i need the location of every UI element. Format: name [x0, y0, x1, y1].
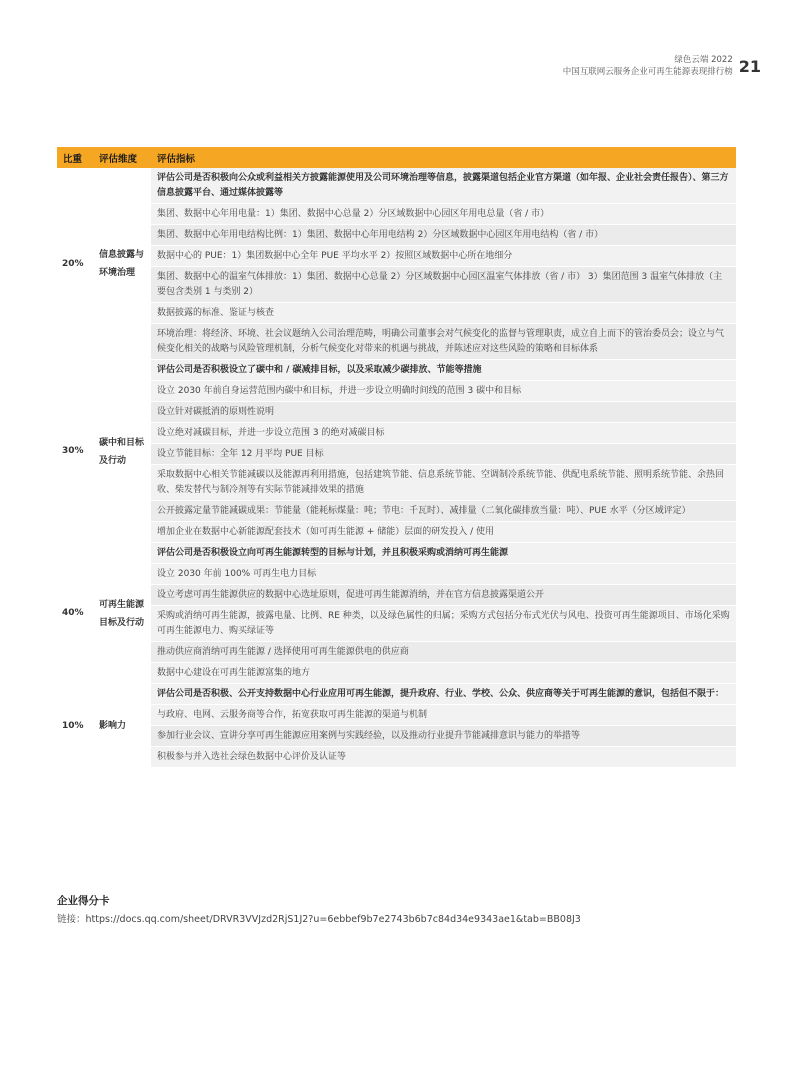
- report-year-title: 绿色云端 2022: [674, 55, 733, 65]
- table-row: [57, 324, 736, 360]
- indicator-summary-cell: 评估公司是否积极设立了碳中和 / 碳减排目标，以及采取减少碳排放、节能等措施: [151, 360, 736, 381]
- table-row: [57, 642, 736, 663]
- table-row: [57, 444, 736, 465]
- indicator-cell: 设立绝对减碳目标，并进一步设立范围 3 的绝对减碳目标: [151, 423, 736, 444]
- indicator-cell: 采购或消纳可再生能源，披露电量、比例、RE 种类，以及绿色属性的归属；采购方式包括分布式光伏与风电、投资可再生能源项目、市场化采购可再生能源电力、购买绿证等: [151, 606, 736, 642]
- table-row: [57, 606, 736, 642]
- table-row: [57, 267, 736, 303]
- table-row: [57, 564, 736, 585]
- table-body: [57, 168, 736, 768]
- table-row: [57, 543, 736, 564]
- table-row: [57, 303, 736, 324]
- table-row: [57, 501, 736, 522]
- indicator-cell: 数据中心的 PUE：1）集团数据中心全年 PUE 平均水平 2）按照区域数据中心所在地细分: [151, 246, 736, 267]
- table-row: [57, 360, 736, 381]
- table-row: [57, 585, 736, 606]
- table-row: [57, 168, 736, 204]
- page-header: [563, 54, 761, 78]
- indicator-cell: 设立针对碳抵消的原则性说明: [151, 402, 736, 423]
- dimension-cell: 影响力: [93, 684, 151, 768]
- indicator-cell: 数据披露的标准、鉴证与核查: [151, 303, 736, 324]
- indicator-cell: 集团、数据中心年用电结构比例：1）集团、数据中心年用电结构 2）分区域数据中心园区年用电结构（省 / 市）: [151, 225, 736, 246]
- indicator-cell: 公开披露定量节能减碳成果：节能量（能耗标煤量：吨；节电：千瓦时）、减排量（二氧化碳排放当量：吨）、PUE 水平（分区域评定）: [151, 501, 736, 522]
- table-header-row: [57, 147, 736, 168]
- indicator-cell: 积极参与并入选社会绿色数据中心评价及认证等: [151, 747, 736, 768]
- table-row: [57, 246, 736, 267]
- indicator-cell: 采取数据中心相关节能减碳以及能源再利用措施，包括建筑节能、信息系统节能、空调制冷系统节能、供配电系统节能、照明系统节能、余热回收、柴发替代与制冷剂等有实际节能减排效果的措施: [151, 465, 736, 501]
- dimension-cell: 信息披露与环境治理: [93, 168, 151, 360]
- indicator-cell: 设立 2030 年前自身运营范围内碳中和目标，并进一步设立明确时间线的范围 3 碳中和目标: [151, 381, 736, 402]
- indicator-cell: 推动供应商消纳可再生能源 / 选择使用可再生能源供电的供应商: [151, 642, 736, 663]
- table-row: [57, 225, 736, 246]
- table-row: [57, 402, 736, 423]
- table-row: [57, 663, 736, 684]
- indicator-summary-cell: 评估公司是否积极、公开支持数据中心行业应用可再生能源，提升政府、行业、学校、公众、供应商等关于可再生能源的意识，包括但不限于：: [151, 684, 736, 705]
- table-row: [57, 705, 736, 726]
- indicator-cell: 参加行业会议、宣讲分享可再生能源应用案例与实践经验，以及推动行业提升节能减排意识与能力的举措等: [151, 726, 736, 747]
- column-header-indicator: 评估指标: [151, 147, 736, 168]
- indicator-cell: 设立 2030 年前 100% 可再生电力目标: [151, 564, 736, 585]
- weight-cell: 40%: [57, 543, 93, 684]
- table-row: [57, 423, 736, 444]
- table-row: [57, 684, 736, 705]
- dimension-cell: 碳中和目标及行动: [93, 360, 151, 543]
- evaluation-criteria-table: [57, 147, 736, 768]
- indicator-cell: 设立考虑可再生能源供应的数据中心选址原则，促进可再生能源消纳，并在官方信息披露渠道公开: [151, 585, 736, 606]
- indicator-cell: 数据中心建设在可再生能源富集的地方: [151, 663, 736, 684]
- page-number: 21: [738, 57, 761, 76]
- indicator-summary-cell: 评估公司是否积极向公众或利益相关方披露能源使用及公司环境治理等信息，披露渠道包括企业官方渠道（如年报、企业社会责任报告）、第三方信息披露平台、通过媒体披露等: [151, 168, 736, 204]
- table-row: [57, 204, 736, 225]
- weight-cell: 10%: [57, 684, 93, 768]
- table-row: [57, 522, 736, 543]
- weight-cell: 30%: [57, 360, 93, 543]
- table-row: [57, 726, 736, 747]
- column-header-dimension: 评估维度: [93, 147, 151, 168]
- indicator-cell: 集团、数据中心年用电量：1）集团、数据中心总量 2）分区域数据中心园区年用电总量（省 / 市）: [151, 204, 736, 225]
- scorecard-title: 企业得分卡: [57, 895, 110, 907]
- dimension-cell: 可再生能源目标及行动: [93, 543, 151, 684]
- indicator-cell: 集团、数据中心的温室气体排放：1）集团、数据中心总量 2）分区域数据中心园区温室气体排放（省 / 市） 3）集团范围 3 温室气体排放（主要包含类别 1 与类别 2）: [151, 267, 736, 303]
- report-subtitle: 中国互联网云服务企业可再生能源表现排行榜: [562, 67, 733, 77]
- indicator-cell: 设立节能目标：全年 12 月平均 PUE 目标: [151, 444, 736, 465]
- table-row: [57, 381, 736, 402]
- indicator-cell: 环境治理：将经济、环境、社会议题纳入公司治理范畴，明确公司董事会对气候变化的监督与管理职责，成立自上而下的管治委员会；设立与气候变化相关的战略与风险管理机制，分析气候变化对带来的机遇与挑战，并陈述应对这些风险的策略和目标体系: [151, 324, 736, 360]
- table-row: [57, 465, 736, 501]
- column-header-weight: 比重: [57, 147, 93, 168]
- weight-cell: 20%: [57, 168, 93, 360]
- table-row: [57, 747, 736, 768]
- indicator-cell: 与政府、电网、云服务商等合作，拓宽获取可再生能源的渠道与机制: [151, 705, 736, 726]
- indicator-cell: 增加企业在数据中心新能源配套技术（如可再生能源 + 储能）层面的研发投入 / 使用: [151, 522, 736, 543]
- scorecard-link[interactable]: 链接：https://docs.qq.com/sheet/DRVR3VVJzd2RjS1J2?u=6ebbef9b7e2743b6b7c84d34e9343ae1&tab=BB08J3: [57, 914, 581, 925]
- indicator-summary-cell: 评估公司是否积极设立向可再生能源转型的目标与计划，并且积极采购或消纳可再生能源: [151, 543, 736, 564]
- header-text: [563, 54, 733, 78]
